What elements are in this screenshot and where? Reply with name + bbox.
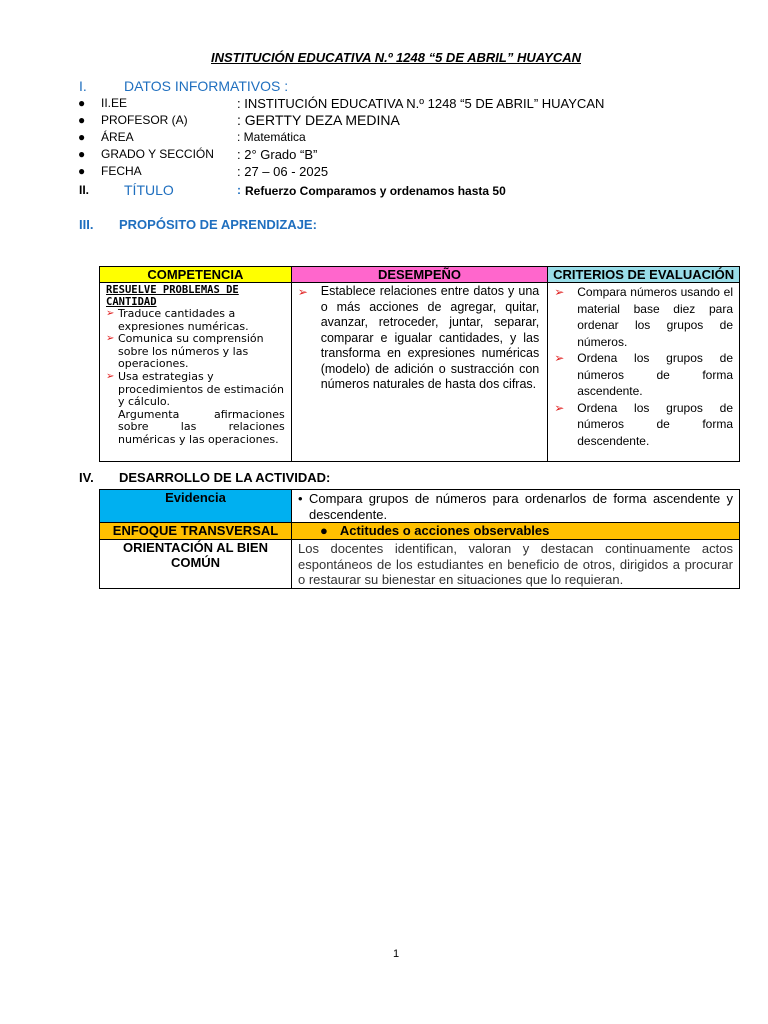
- orientacion-text: Los docentes identifican, valoran y destacan continuamente actos espontáneos de los estudiantes en beneficio de otros, dirigidos a procurar o restaurar su bienestar en situaciones que lo requieran.: [292, 540, 740, 589]
- section-2-number: II.: [79, 183, 90, 197]
- desarrollo-table: [99, 489, 740, 589]
- bullet-icon: ●: [78, 147, 86, 161]
- actitudes-header: ● Actitudes o acciones observables: [292, 523, 740, 540]
- info-row-grado: [0, 146, 768, 163]
- section-1-number: I.: [79, 78, 87, 94]
- info-value: : Matemática: [237, 130, 306, 144]
- capacidades-list: [100, 308, 291, 447]
- list-item: ➢ Ordena los grupos de números de forma descendente.: [554, 400, 733, 448]
- bullet-icon: ●: [78, 96, 86, 110]
- section-2-title-value: Refuerzo Comparamos y ordenamos hasta 50: [245, 184, 506, 198]
- list-item: ➢ Comunica su comprensión sobre los números y las operaciones.: [106, 332, 264, 371]
- arrow-marker-icon: ➢: [106, 308, 115, 319]
- arrow-marker-icon: ➢: [554, 285, 565, 299]
- list-item: Argumenta afirmaciones sobre las relaciones numéricas y las operaciones.: [118, 407, 285, 446]
- arrow-marker-icon: ➢: [554, 351, 565, 365]
- orientacion-label: ORIENTACIÓN AL BIEN COMÚN: [100, 540, 292, 589]
- document-title: INSTITUCIÓN EDUCATIVA N.º 1248 “5 DE ABRIL” HUAYCAN: [211, 50, 581, 65]
- header-competencia: COMPETENCIA: [100, 267, 292, 283]
- section-4-title: DESARROLLO DE LA ACTIVIDAD:: [119, 470, 331, 485]
- list-item: ➢ Ordena los grupos de números de forma ascendente.: [554, 351, 733, 398]
- info-value: : 2° Grado “B”: [237, 147, 318, 162]
- info-label: GRADO Y SECCIÓN: [101, 147, 214, 161]
- info-label: II.EE: [101, 96, 128, 110]
- info-row-iiee: [0, 95, 768, 112]
- arrow-marker-icon: ➢: [106, 370, 115, 382]
- desempeno-cell: [291, 283, 548, 462]
- competencia-cell: [100, 283, 292, 462]
- info-value: : 27 – 06 - 2025: [237, 164, 329, 179]
- info-label: ÁREA: [101, 130, 134, 144]
- page-number: 1: [392, 948, 400, 960]
- info-value: : GERTTY DEZA MEDINA: [237, 112, 400, 128]
- section-2-colon: :: [237, 183, 241, 197]
- header-criterios: CRITERIOS DE EVALUACIÓN: [548, 267, 740, 283]
- info-row-area: [0, 129, 768, 146]
- bullet-icon: ●: [78, 113, 86, 127]
- arrow-marker-icon: ➢: [297, 285, 308, 299]
- section-1-title: DATOS INFORMATIVOS :: [124, 78, 289, 94]
- list-item: ➢ Establece relaciones entre datos y una o más acciones de agregar, quitar, avanzar, retroceder, juntar, separar, comparar e igualar cantidades, y las transforma en expresiones numéricas (modelo) de adición o sustracción con números naturales de hasta dos cifras.: [297, 284, 540, 391]
- section-2-label: TÍTULO: [124, 182, 174, 198]
- section-3-number: III.: [79, 217, 94, 232]
- evidencia-label: Evidencia: [100, 490, 292, 523]
- list-item: ➢ Compara números usando el material base diez para ordenar los grupos de números.: [554, 285, 733, 349]
- info-label: PROFESOR (A): [101, 113, 188, 127]
- bullet-icon: ●: [78, 164, 86, 178]
- arrow-marker-icon: ➢: [106, 333, 115, 345]
- list-item: ➢ Traduce cantidades a expresiones numéricas.: [106, 307, 249, 333]
- bullet-icon: ●: [78, 130, 86, 144]
- competencias-table: [99, 266, 740, 462]
- competencia-title: RESUELVE PROBLEMAS DE CANTIDAD: [106, 284, 239, 308]
- section-4-number: IV.: [79, 470, 94, 485]
- evidencia-cell: [292, 490, 740, 523]
- info-row-fecha: [0, 163, 768, 180]
- desempeno-list: [292, 283, 548, 393]
- info-value: : INSTITUCIÓN EDUCATIVA N.º 1248 “5 DE ABRIL” HUAYCAN: [237, 96, 605, 111]
- section-3-title: PROPÓSITO DE APRENDIZAJE:: [119, 217, 317, 232]
- criterios-list: [548, 283, 739, 449]
- bullet-icon: •: [298, 491, 303, 506]
- enfoque-label: ENFOQUE TRANSVERSAL: [100, 523, 292, 540]
- list-item: ➢ Usa estrategias y procedimientos de estimación y cálculo.: [106, 369, 285, 409]
- info-row-profesor: [0, 112, 768, 129]
- info-label: FECHA: [101, 164, 142, 178]
- header-desempeno: DESEMPEÑO: [291, 267, 548, 283]
- bullet-icon: ●: [320, 523, 328, 538]
- arrow-marker-icon: ➢: [554, 400, 565, 415]
- evidencia-item: • Compara grupos de números para ordenarlos de forma ascendente y descendente.: [298, 491, 733, 522]
- criterios-cell: [548, 283, 740, 462]
